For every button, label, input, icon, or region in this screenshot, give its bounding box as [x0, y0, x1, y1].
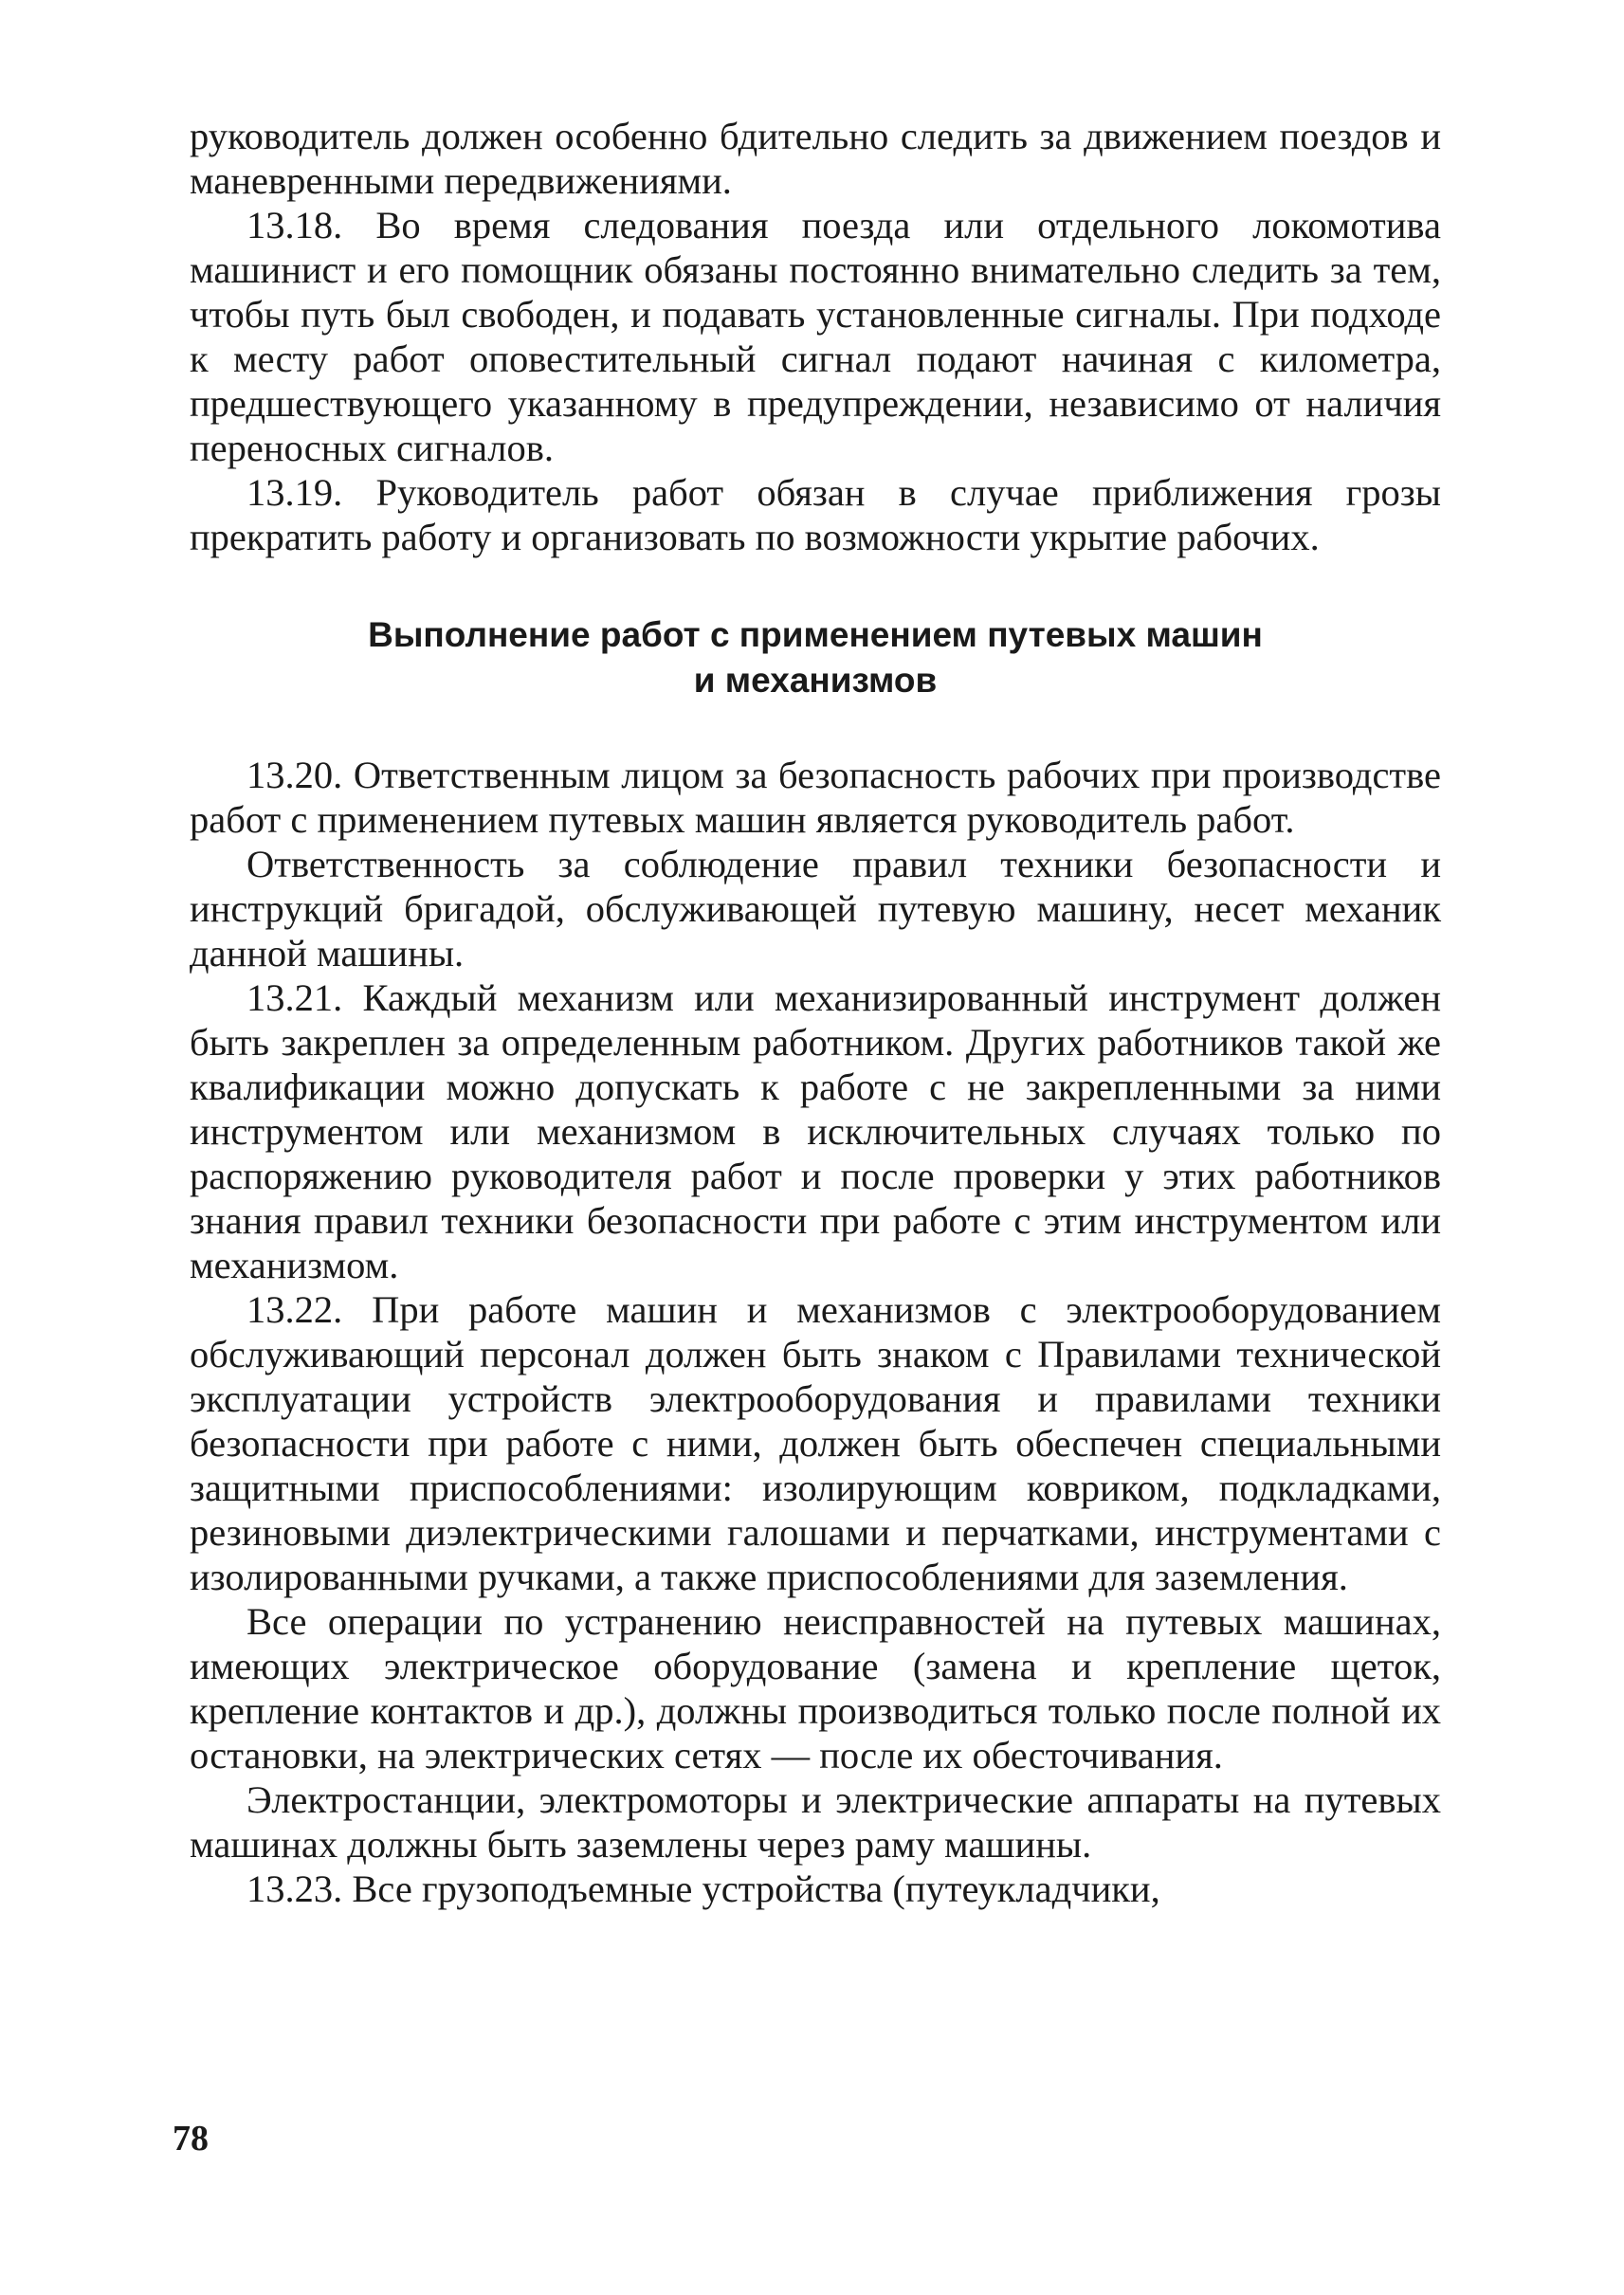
paragraph-13-18: 13.18. Во время следования поезда или отдельного локомотива машинист и его помощник обязаны постоянно внимательно следить за тем, чтобы путь был свободен, и подавать установленные сигналы. При подходе к месту работ оповестительный сигнал подают начиная с километра, предшествующего указанному в предупреждении, независимо от наличия переносных сигналов. — [190, 204, 1441, 469]
paragraph-13-21: 13.21. Каждый механизм или механизированный инструмент должен быть закреплен за определенным работником. Других работников такой же квалификации можно допускать к работе с не закрепленными за ними инструментом или механизмом в исключительных случаях только по распоряжению руководителя работ и после проверки у этих работников знания правил техники безопасности при работе с этим инструментом или механизмом. — [190, 976, 1441, 1286]
paragraph-13-23: 13.23. Все грузоподъемные устройства (путеукладчики, — [246, 1867, 1160, 1910]
paragraph-13-20: 13.20. Ответственным лицом за безопасность рабочих при производстве работ с применением путевых машин является руководитель работ. — [190, 754, 1441, 841]
paragraph-13-22: 13.22. При работе машин и механизмов с электрооборудованием обслуживающий персонал должен быть знаком с Правилами технической эксплуатации устройств электрооборудования и правилами техники безопасности при работе с ними, должен быть обеспечен специальными защитными приспособлениями: изолирующим ковриком, подкладками, резиновыми диэлектрическими галошами и перчатками, инструментами с изолированными ручками, а также приспособлениями для заземления. — [190, 1288, 1441, 1598]
section-heading — [190, 612, 1441, 703]
section-heading-line-1: Выполнение работ с применением путевых машин — [368, 615, 1263, 654]
paragraph: Все операции по устранению неисправностей на путевых машинах, имеющих электрическое оборудование (замена и крепление щеток, крепление контактов и др.), должны производиться только после полной их остановки, на электрических сетях — после их обесточивания. — [190, 1600, 1441, 1776]
paragraph: Электростанции, электромоторы и электрические аппараты на путевых машинах должны быть заземлены через раму машины. — [190, 1778, 1441, 1866]
section-heading-line-2: и механизмов — [693, 661, 938, 700]
page-number: 78 — [173, 2119, 209, 2158]
page-body — [190, 114, 1441, 1911]
paragraph: Ответственность за соблюдение правил техники безопасности и инструкций бригадой, обслуживающей путевую машину, несет механик данной машины. — [190, 843, 1441, 974]
paragraph: руководитель должен особенно бдительно следить за движением поездов и маневренными передвижениями. — [190, 115, 1441, 202]
paragraph-13-19: 13.19. Руководитель работ обязан в случае приближения грозы прекратить работу и организовать по возможности укрытие рабочих. — [190, 471, 1441, 558]
